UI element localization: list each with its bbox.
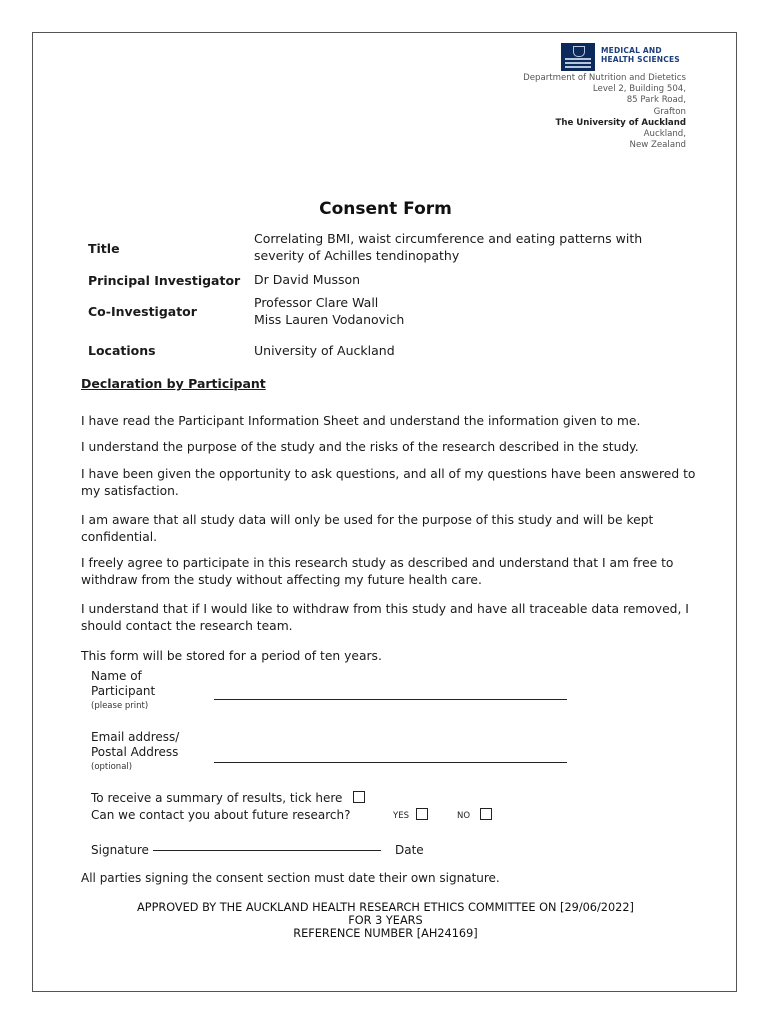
statement: I have read the Participant Information Sheet and understand the information given to me. <box>81 414 641 428</box>
consent-form-page <box>32 32 737 992</box>
faculty-name: MEDICAL AND HEALTH SCIENCES <box>601 46 680 64</box>
date-label: Date <box>395 843 424 857</box>
pi-value: Dr David Musson <box>254 272 361 287</box>
statement: I freely agree to participate in this research study as described and understand that I am free to withdraw from the study without affecting my future health care. <box>81 556 674 587</box>
pi-label: Principal Investigator <box>88 273 241 288</box>
yes-label: YES <box>393 811 409 821</box>
email-label: Email address/ Postal Address (optional) <box>91 730 180 772</box>
form-title: Consent Form <box>319 199 452 219</box>
title-label: Title <box>88 241 120 256</box>
locations-label: Locations <box>88 343 156 358</box>
summary-label: To receive a summary of results, tick here <box>91 791 343 805</box>
coi-value: Professor Clare Wall Miss Lauren Vodanovich <box>254 295 405 327</box>
no-checkbox[interactable] <box>480 808 492 820</box>
department-address: Department of Nutrition and Dietetics Level 2, Building 504, 85 Park Road, Grafton The University of Auckland Auckland, New Zealand <box>523 73 686 151</box>
statement: I understand the purpose of the study and the risks of the research described in the study. <box>81 440 639 454</box>
signature-label: Signature <box>91 843 149 857</box>
statement: This form will be stored for a period of ten years. <box>81 649 382 663</box>
statement: I have been given the opportunity to ask questions, and all of my questions have been answered to my satisfaction. <box>81 467 696 498</box>
crest-icon <box>561 43 595 71</box>
signing-note: All parties signing the consent section must date their own signature. <box>81 871 500 885</box>
signature-field[interactable] <box>153 850 381 851</box>
name-field[interactable] <box>214 699 567 700</box>
yes-checkbox[interactable] <box>416 808 428 820</box>
approval-line-3: REFERENCE NUMBER [AH24169] <box>293 927 478 940</box>
contact-label: Can we contact you about future research? <box>91 808 351 822</box>
university-logo <box>561 43 691 71</box>
title-value: Correlating BMI, waist circumference and eating patterns with severity of Achilles tendinopathy <box>254 231 643 263</box>
summary-checkbox[interactable] <box>353 791 365 803</box>
coi-label: Co-Investigator <box>88 304 197 319</box>
approval-line-2: FOR 3 YEARS <box>348 914 423 927</box>
statement: I understand that if I would like to withdraw from this study and have all traceable data removed, I should contact the research team. <box>81 602 689 633</box>
approval-line-1: APPROVED BY THE AUCKLAND HEALTH RESEARCH ETHICS COMMITTEE ON [29/06/2022] <box>137 901 634 914</box>
declaration-heading: Declaration by Participant <box>81 376 266 391</box>
no-label: NO <box>457 811 471 821</box>
name-label: Name of Participant (please print) <box>91 669 156 711</box>
locations-value: University of Auckland <box>254 343 395 358</box>
email-field[interactable] <box>214 762 567 763</box>
statement: I am aware that all study data will only be used for the purpose of this study and will be kept confidential. <box>81 513 654 544</box>
